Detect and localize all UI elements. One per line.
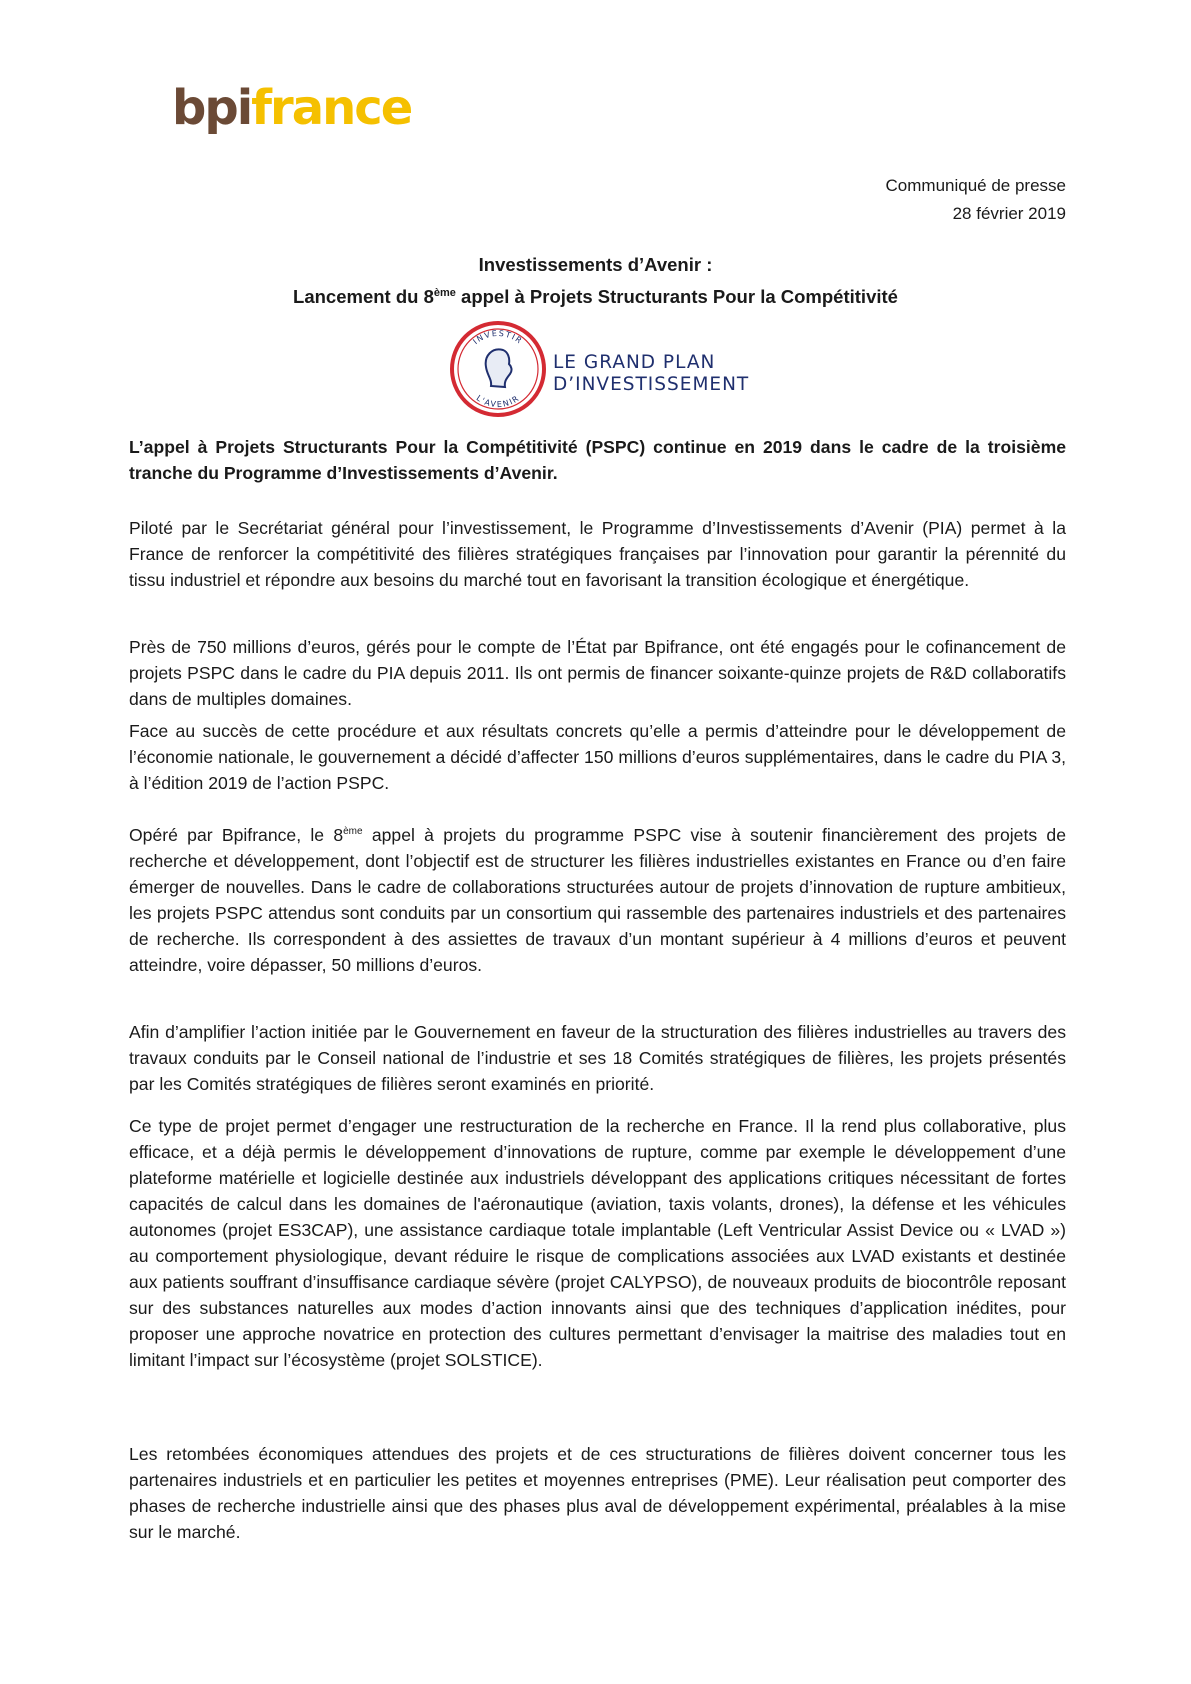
doc-type: Communiqué de presse bbox=[885, 176, 1066, 195]
investir-avenir-emblem bbox=[449, 320, 547, 418]
paragraph-5 bbox=[129, 1019, 1066, 1097]
title-line-2-start: Lancement du 8 bbox=[293, 286, 434, 308]
press-meta bbox=[886, 172, 1066, 228]
paragraph-5-text: Afin d’amplifier l’action initiée par le Gouvernement en faveur de la structuration des filières industrielles au travers des travaux conduits par le Conseil national de l’industrie et ses 18 Comités stratégiques de filières, les projets présentés par les Comités stratégiques de filières seront examinés en priorité. bbox=[129, 1022, 1066, 1094]
paragraph-1 bbox=[129, 515, 1066, 593]
paragraph-6 bbox=[129, 1113, 1066, 1373]
paragraph-4-superscript: ème bbox=[343, 826, 363, 837]
emblem-arc-bottom: L'AVENIR bbox=[474, 393, 522, 410]
paragraph-3 bbox=[129, 718, 1066, 796]
emblem-arc-top: INVESTIR bbox=[471, 328, 525, 347]
logo-bpi: bpi bbox=[172, 80, 252, 136]
grand-plan-wordmark bbox=[553, 352, 749, 396]
page-title bbox=[0, 250, 1191, 311]
paragraph-4-start: Opéré par Bpifrance, le 8 bbox=[129, 824, 344, 845]
lead-paragraph bbox=[129, 434, 1066, 486]
paragraph-3-text: Face au succès de cette procédure et aux résultats concrets qu’elle a permis d’atteindre pour le développement de l’économie nationale, le gouvernement a décidé d’affecter 150 millions d’euros supplémentaires, dans le cadre du PIA 3, à l’édition 2019 de l’action PSPC. bbox=[129, 721, 1066, 793]
paragraph-4-end: appel à projets du programme PSPC vise à soutenir financièrement des projets de recherche et développement, dont l’objectif est de structurer les filières industrielles existantes en France ou d’en faire émerger de nouvelles. Dans le cadre de collaborations structurées autour de projets d’innovation de rupture ambitieux, les projets PSPC attendus sont conduits par un consortium qui rassemble des partenaires industriels et des partenaires de recherche. Ils correspondent à des assiettes de travaux d’un montant supérieur à 4 millions d’euros et peuvent atteindre, voire dépasser, 50 millions d’euros. bbox=[129, 824, 1066, 975]
paragraph-7-text: Les retombées économiques attendues des projets et de ces structurations de filières doivent concerner tous les partenaires industriels et en particulier les petites et moyennes entreprises (PME). Leur réalisation peut comporter des phases de recherche industrielle ainsi que des phases plus aval de développement expérimental, préalables à la mise sur le marché. bbox=[129, 1444, 1066, 1542]
grand-plan-line-2: D’INVESTISSEMENT bbox=[553, 374, 750, 395]
press-date: 28 février 2019 bbox=[952, 204, 1066, 223]
paragraph-2 bbox=[129, 634, 1066, 712]
logo-france: france bbox=[251, 80, 412, 136]
title-line-1: Investissements d’Avenir : bbox=[478, 254, 713, 275]
title-line-2 bbox=[0, 279, 1191, 311]
paragraph-4 bbox=[129, 819, 1066, 978]
paragraph-6-text: Ce type de projet permet d’engager une restructuration de la recherche en France. Il la rend plus collaborative, plus efficace, et a déjà permis le développement d’innovations de rupture, comme par exemple le développement d’une plateforme matérielle et logicielle destinée aux industriels développant des applications critiques nécessitant de fortes capacités de calcul dans les domaines de l'aéronautique (aviation, taxis volants, drones), la défense et les véhicules autonomes (projet ES3CAP), une assistance cardiaque totale implantable (Left Ventricular Assist Device ou « LVAD ») au comportement physiologique, devant réduire le risque de complications associées aux LVAD existants et destinée aux patients souffrant d’insuffisance cardiaque sévère (projet CALYPSO), de nouveaux produits de biocontrôle reposant sur des substances naturelles aux modes d’action innovants ainsi que des techniques d’application inédites, pour proposer une approche novatrice en protection des cultures permettant d’envisager la maitrise des maladies tout en limitant l’impact sur l’écosystème (projet SOLSTICE). bbox=[129, 1116, 1066, 1370]
title-superscript: ème bbox=[433, 287, 456, 299]
grand-plan-line-1: LE GRAND PLAN bbox=[553, 352, 716, 373]
lead-text: L’appel à Projets Structurants Pour la Compétitivité (PSPC) continue en 2019 dans le cadre de la troisième tranche du Programme d’Investissements d’Avenir. bbox=[129, 437, 1066, 483]
paragraph-4-text bbox=[129, 819, 1066, 978]
paragraph-1-text: Piloté par le Secrétariat général pour l’investissement, le Programme d’Investissements d’Avenir (PIA) permet à la France de renforcer la compétitivité des filières stratégiques françaises par l’innovation pour garantir la pérennité du tissu industriel et répondre aux besoins du marché tout en favorisant la transition écologique et énergétique. bbox=[129, 518, 1066, 590]
paragraph-2-text: Près de 750 millions d’euros, gérés pour le compte de l’État par Bpifrance, ont été engagés pour le cofinancement de projets PSPC dans le cadre du PIA depuis 2011. Ils ont permis de financer soixante-quinze projets de R&D collaboratifs dans de multiples domaines. bbox=[129, 637, 1066, 709]
bpifrance-logo bbox=[172, 80, 412, 136]
title-line-2-end: appel à Projets Structurants Pour la Compétitivité bbox=[455, 286, 898, 308]
paragraph-7 bbox=[129, 1441, 1066, 1545]
